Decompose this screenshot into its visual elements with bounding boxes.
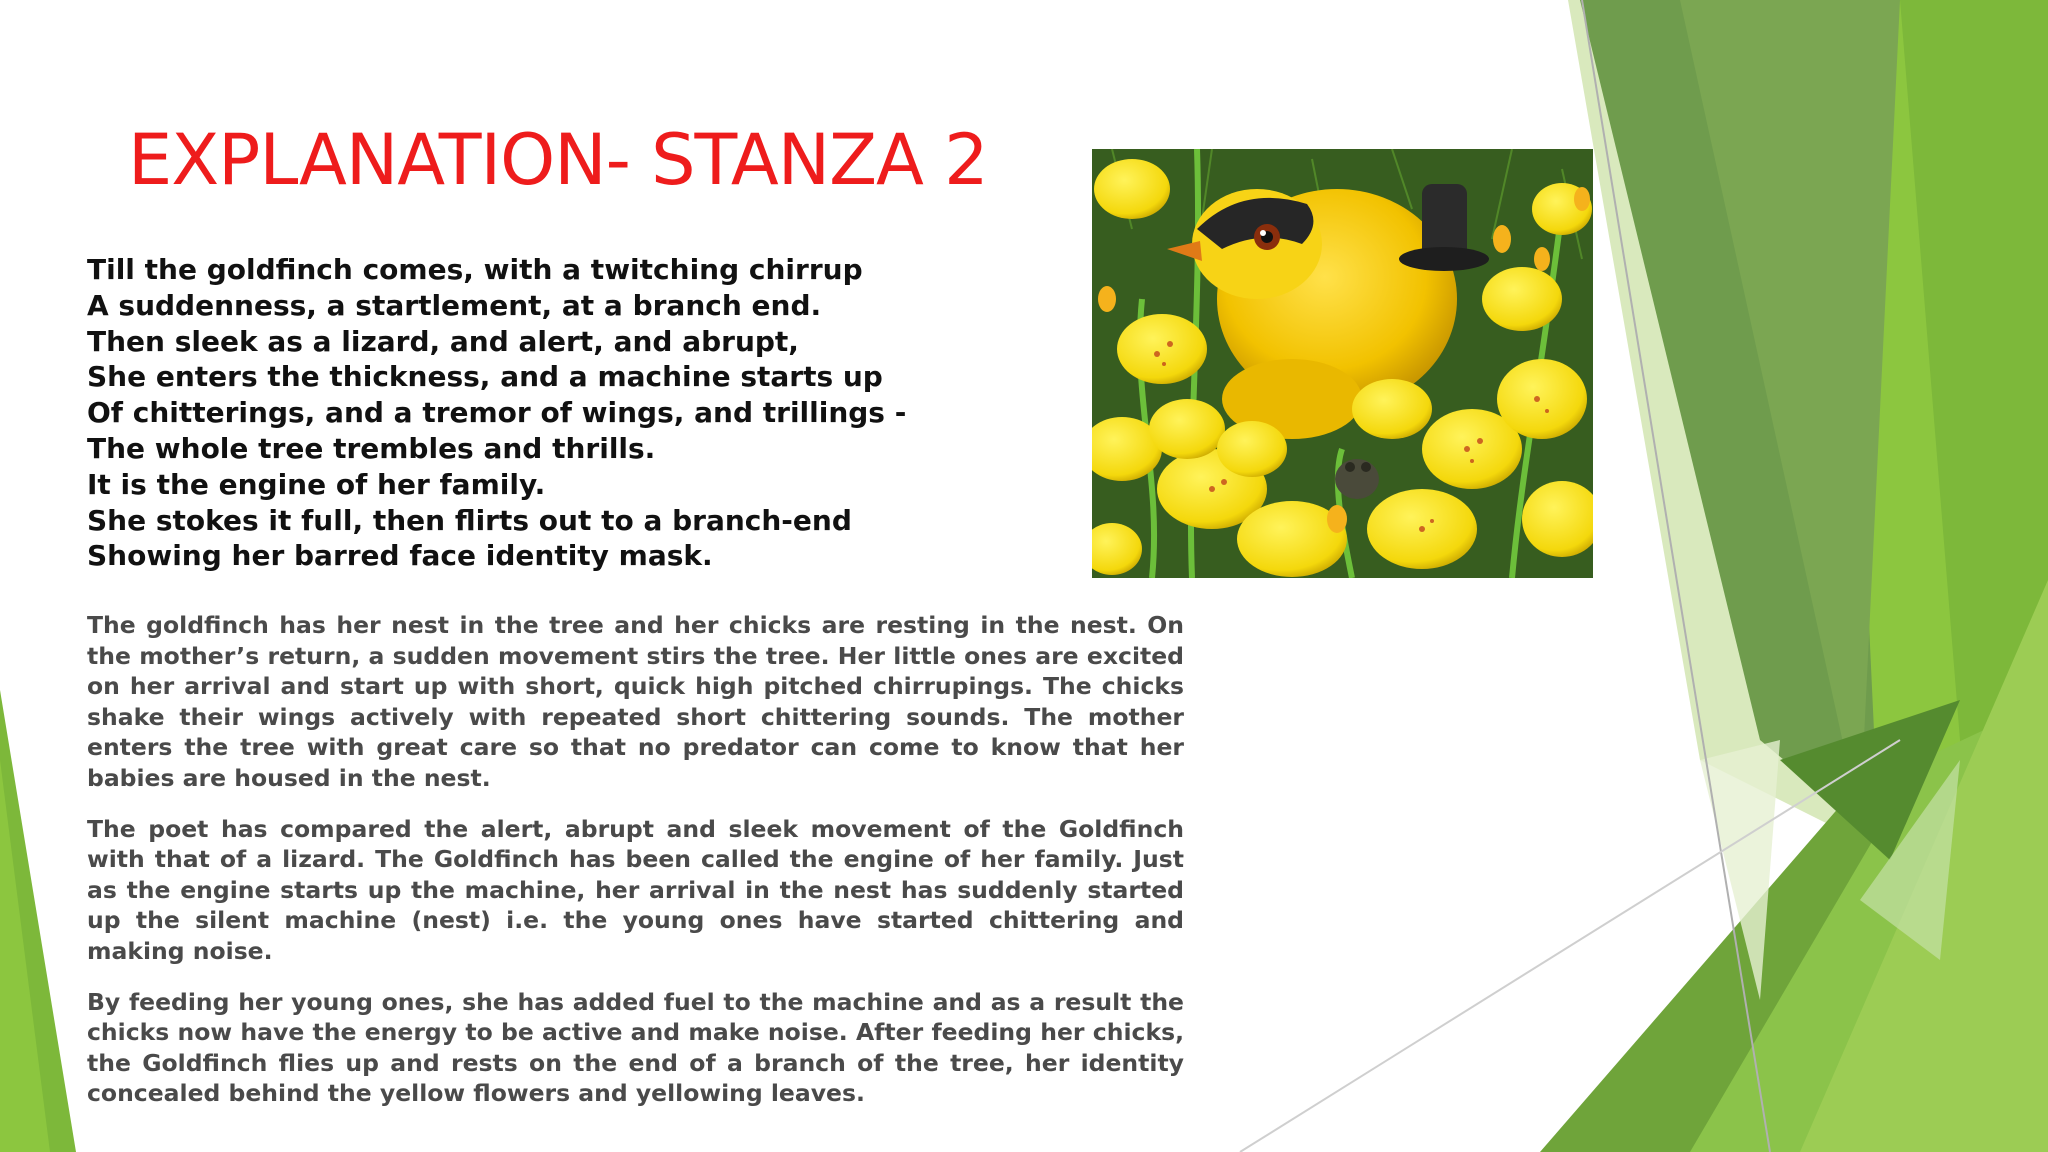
explanation-text: [87, 610, 1184, 1129]
poem-stanza: [87, 252, 907, 574]
poem-line: Then sleek as a lizard, and alert, and abrupt,: [87, 324, 799, 358]
slide-title: EXPLANATION- STANZA 2: [128, 119, 988, 201]
explanation-paragraph: The goldfinch has her nest in the tree and her chicks are resting in the nest. On the mother’s return, a sudden movement stirs the tree. Her little ones are excited on her arrival and start up with short, quick high pitched chirrupings. The chicks shake their wings actively with repeated short chittering sounds. The mother enters the tree with great care so that no predator can come to know that her babies are housed in the nest.: [87, 611, 1184, 792]
poem-line: She stokes it full, then flirts out to a branch-end: [87, 503, 852, 537]
poem-line: She enters the thickness, and a machine starts up: [87, 360, 883, 394]
poem-line: A suddenness, a startlement, at a branch end.: [87, 288, 822, 322]
explanation-paragraph: The poet has compared the alert, abrupt and sleek movement of the Goldfinch with that of a lizard. The Goldfinch has been called the engine of her family. Just as the engine starts up the machine, her arrival in the nest has suddenly started up the silent machine (nest) i.e. the young ones have started chittering and making noise.: [87, 814, 1184, 965]
explanation-paragraph: By feeding her young ones, she has added fuel to the machine and as a result the chicks now have the energy to be active and make noise. After feeding her chicks, the Goldfinch flies up and rests on the end of a branch of the tree, her identity concealed behind the yellow flowers and yellowing leaves.: [87, 987, 1184, 1108]
poem-line: Showing her barred face identity mask.: [87, 539, 713, 573]
poem-line: It is the engine of her family.: [87, 467, 546, 501]
poem-line: The whole tree trembles and thrills.: [87, 431, 656, 465]
poem-line: Of chitterings, and a tremor of wings, and trillings -: [87, 396, 907, 430]
goldfinch-photo: [1092, 149, 1593, 578]
poem-line: Till the goldfinch comes, with a twitching chirrup: [87, 253, 863, 286]
